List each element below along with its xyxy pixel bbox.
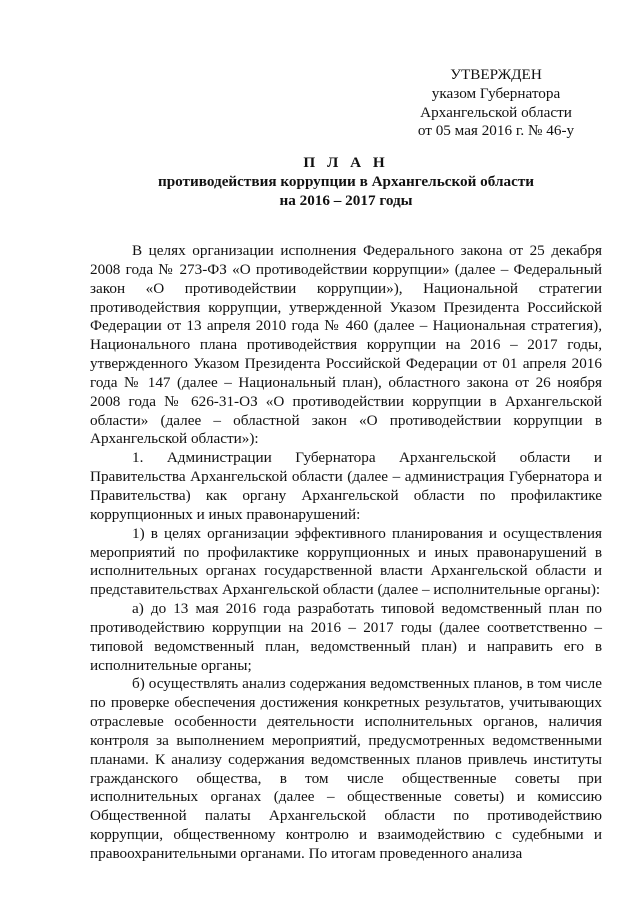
document-period: на 2016 – 2017 годы [279,191,413,209]
body-paragraph: а) до 13 мая 2016 года разработать типовой ведомственный план по противодействию коррупции на 2016 – 2017 годы (далее соответственно – типовой ведомственный план, ведомственный план) и направить его в исполнительные органы; [90,600,602,674]
document-heading [90,154,602,210]
body-paragraph: 1. Администрации Губернатора Архангельской области и Правительства Архангельской области (далее – администрация Губернатора и Правительства) как органу Архангельской области по профилактике коррупционных и иных правонарушений: [90,449,602,523]
approval-stamp [396,66,596,141]
approval-region: Архангельской области [420,103,572,121]
approval-title: УТВЕРЖДЕН [450,66,542,83]
body-paragraph: б) осуществлять анализ содержания ведомственных планов, в том числе по проверке обеспечения достижения конкретных результатов, учитывающих отраслевые особенности деятельности исполнительных органов, наличия контроля за выполнением мероприятий, предусмотренных ведомственными планами. К анализу содержания ведомственных планов привлечь институты гражданского общества, в том числе общественные советы при исполнительных органах (далее – общественные советы) и комиссию Общественной палаты Архангельской области по противодействию коррупции, общественному контролю и взаимодействию с судебными и правоохранительными органами. По итогам проведенного анализа [90,675,602,862]
body-paragraph: В целях организации исполнения Федерального закона от 25 декабря 2008 года № 273-ФЗ «О противодействии коррупции» (далее – Федеральный закон «О противодействии коррупции»), Национальной стратегии противодействия коррупции, утвержденной Указом Президента Российской Федерации от 13 апреля 2010 года № 460 (далее – Национальная стратегия), Национального плана противодействия коррупции на 2016 – 2017 годы, утвержденного Указом Президента Российской Федерации от 01 апреля 2016 года № 147 (далее – Национальный план), областного закона от 26 ноября 2008 года № 626-31-ОЗ «О противодействии коррупции в Архангельской области» (далее – областной закон «О противодействии коррупции в Архангельской области»): [90,242,602,448]
document-title: П Л А Н [303,154,389,171]
approval-issuer: указом Губернатора [431,84,561,102]
approval-date-number: от 05 мая 2016 г. № 46-у [417,122,575,140]
document-body [90,242,602,864]
body-paragraph: 1) в целях организации эффективного планирования и осуществления мероприятий по профилактике коррупционных и иных правонарушений в исполнительных органах государственной власти Архангельской области и представительствах Архангельской области (далее – исполнительные органы): [90,524,602,599]
document-subtitle: противодействия коррупции в Архангельской области [157,172,535,190]
